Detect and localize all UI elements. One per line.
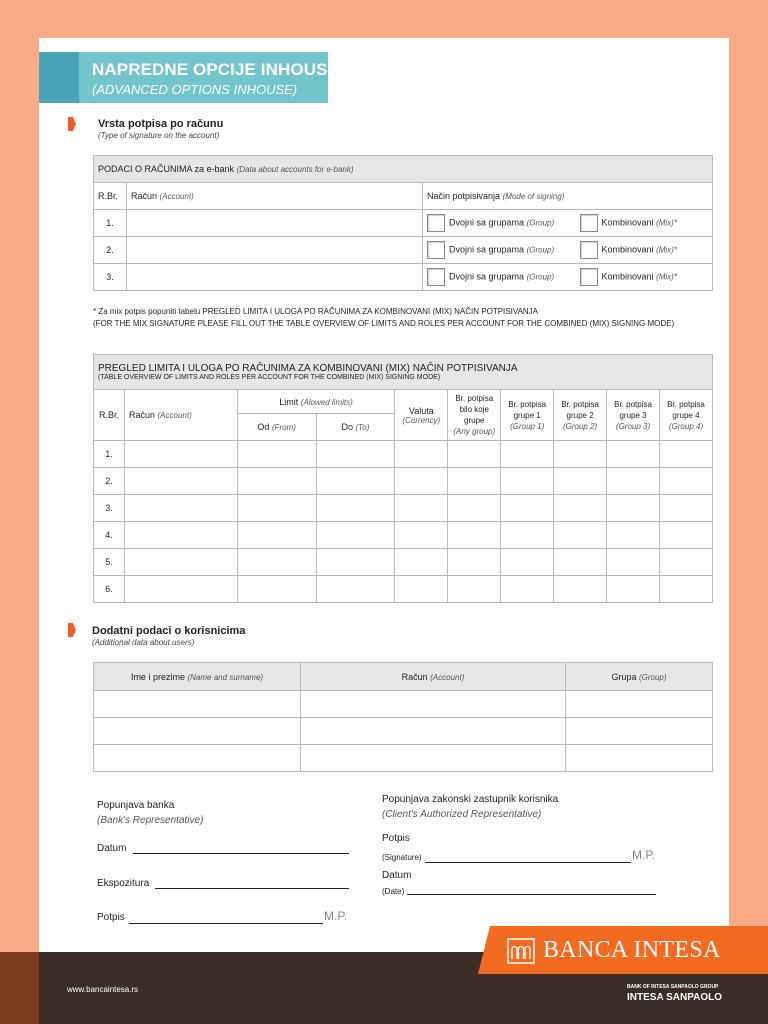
footer-url[interactable]: www.bancaintesa.rs <box>67 985 139 994</box>
header-tab-accent <box>39 52 79 103</box>
limits-cell[interactable] <box>124 495 237 522</box>
accounts-table-caption: PODACI O RAČUNIMA za e-bank (Data about accounts for e-bank) <box>94 156 713 183</box>
limits-cell[interactable] <box>237 468 316 495</box>
account-cell[interactable] <box>127 210 423 237</box>
section-marker-icon <box>68 117 76 131</box>
group-checkbox[interactable] <box>427 268 445 286</box>
limits-cell[interactable] <box>501 549 554 576</box>
limits-cell[interactable] <box>607 549 660 576</box>
col-header-no: R.Br. <box>94 183 127 210</box>
limits-cell[interactable] <box>448 468 501 495</box>
limits-cell[interactable] <box>316 549 395 576</box>
users-table <box>93 662 713 772</box>
mode-cell: Dvojni sa grupama (Group) Kombinovani (Mix)* <box>423 264 713 291</box>
limits-cell[interactable] <box>237 441 316 468</box>
limits-cell[interactable] <box>501 468 554 495</box>
limits-cell[interactable] <box>501 522 554 549</box>
limits-cell[interactable] <box>448 522 501 549</box>
bank-signature-field[interactable] <box>129 923 323 924</box>
limits-cell[interactable] <box>124 549 237 576</box>
bank-block-title: Popunjava banka <box>97 800 175 811</box>
limits-cell[interactable] <box>124 576 237 603</box>
table-row <box>94 441 713 468</box>
limits-cell[interactable] <box>554 522 607 549</box>
col-header-group-2: Br. potpisa grupe 2 (Group 2) <box>554 390 607 441</box>
table-row <box>94 549 713 576</box>
account-cell[interactable] <box>301 745 566 772</box>
mix-checkbox[interactable] <box>580 268 598 286</box>
bank-date-field[interactable] <box>133 853 349 854</box>
limits-cell[interactable] <box>237 549 316 576</box>
limits-cell[interactable] <box>395 441 448 468</box>
account-cell[interactable] <box>127 237 423 264</box>
group-cell[interactable] <box>566 745 713 772</box>
row-number: 5. <box>94 549 125 576</box>
bank-signature-label: Potpis <box>97 912 125 923</box>
footer-accent <box>0 952 39 1024</box>
brand-name: BANCA INTESA <box>543 937 721 963</box>
limits-cell[interactable] <box>501 441 554 468</box>
name-cell[interactable] <box>94 718 301 745</box>
section-title-signature-type: Vrsta potpisa po računu <box>98 118 224 130</box>
account-cell[interactable] <box>301 718 566 745</box>
row-number: 6. <box>94 576 125 603</box>
col-header-currency: Valuta (Currency) <box>395 390 448 441</box>
row-number: 1. <box>94 210 127 237</box>
account-cell[interactable] <box>127 264 423 291</box>
limits-cell[interactable] <box>659 522 712 549</box>
limits-cell[interactable] <box>607 495 660 522</box>
col-header-account: Račun (Account) <box>301 663 566 691</box>
name-cell[interactable] <box>94 691 301 718</box>
limits-cell[interactable] <box>554 549 607 576</box>
form-page <box>39 38 729 952</box>
limits-cell[interactable] <box>659 441 712 468</box>
bank-branch-label: Ekspozitura <box>97 878 150 889</box>
table-row <box>94 576 713 603</box>
limits-cell[interactable] <box>659 549 712 576</box>
limits-cell[interactable] <box>501 495 554 522</box>
section-subtitle-signature-type: (Type of signature on the account) <box>98 131 220 140</box>
mode-cell: Dvojni sa grupama (Group) Kombinovani (Mix)* <box>423 210 713 237</box>
name-cell[interactable] <box>94 745 301 772</box>
page-subtitle: (ADVANCED OPTIONS INHOUSE) <box>92 82 298 97</box>
col-header-group-1: Br. potpisa grupe 1 (Group 1) <box>501 390 554 441</box>
col-header-limit: Limit (Alowed limits) <box>237 390 395 414</box>
section-title-users: Dodatni podaci o korisnicima <box>92 625 246 637</box>
limits-cell[interactable] <box>316 468 395 495</box>
col-header-account: Račun (Account) <box>124 390 237 441</box>
col-header-group: Grupa (Group) <box>566 663 713 691</box>
row-number: 1. <box>94 441 125 468</box>
bank-stamp-mark: M.P. <box>324 909 348 923</box>
table-row <box>94 468 713 495</box>
row-number: 4. <box>94 522 125 549</box>
bank-block-subtitle: (Bank's Representative) <box>97 815 204 826</box>
col-header-mode: Način potpisivanja (Mode of signing) <box>423 183 713 210</box>
table-row <box>94 691 713 718</box>
table-row <box>94 495 713 522</box>
limits-cell[interactable] <box>448 549 501 576</box>
client-block-title: Popunjava zakonski zastupnik korisnika <box>382 794 559 805</box>
group-cell[interactable] <box>566 691 713 718</box>
limits-cell[interactable] <box>395 549 448 576</box>
limits-cell[interactable] <box>124 468 237 495</box>
col-header-to: Do (To) <box>316 414 395 441</box>
client-stamp-mark: M.P. <box>632 848 656 862</box>
client-date-label: Datum <box>382 870 412 881</box>
limits-cell[interactable] <box>659 576 712 603</box>
limits-cell[interactable] <box>554 441 607 468</box>
client-signature-field[interactable] <box>425 862 631 863</box>
limits-cell[interactable] <box>607 441 660 468</box>
bank-branch-field[interactable] <box>155 888 349 889</box>
table-row <box>94 718 713 745</box>
col-header-name: Ime i prezime (Name and surname) <box>94 663 301 691</box>
limits-cell[interactable] <box>554 468 607 495</box>
limits-cell[interactable] <box>607 468 660 495</box>
page-title: NAPREDNE OPCIJE INHOUSE <box>92 60 339 79</box>
col-header-group-3: Br. potpisa grupe 3 (Group 3) <box>607 390 660 441</box>
limits-cell[interactable] <box>124 522 237 549</box>
limits-cell[interactable] <box>237 576 316 603</box>
limits-table-caption: PREGLED LIMITA I ULOGA PO RAČUNIMA ZA KOMBINOVANI (MIX) NAČIN POTPISIVANJA (TABLE OVERVIEW OF LIMITS AND ROLES PER ACCOUNT FOR THE COMBINED (MIX) SIGNING MODE) <box>94 355 713 390</box>
limits-cell[interactable] <box>659 468 712 495</box>
limits-cell[interactable] <box>448 441 501 468</box>
limits-table <box>93 354 713 603</box>
table-row <box>94 210 713 237</box>
client-date-field[interactable] <box>407 894 656 895</box>
mode-cell: Dvojni sa grupama (Group) Kombinovani (Mix)* <box>423 237 713 264</box>
group-text: BANK OF INTESA SANPAOLO GROUP <box>627 984 719 990</box>
row-number: 2. <box>94 237 127 264</box>
bank-date-label: Datum <box>97 843 127 854</box>
table-row <box>94 745 713 772</box>
row-number: 3. <box>94 264 127 291</box>
client-signature-sublabel: (Signature) <box>382 853 422 862</box>
table-row <box>94 522 713 549</box>
limits-cell[interactable] <box>316 441 395 468</box>
limits-cell[interactable] <box>316 522 395 549</box>
row-number: 2. <box>94 468 125 495</box>
section-subtitle-users: (Additional data about users) <box>92 638 195 647</box>
table-row <box>94 264 713 291</box>
limits-cell[interactable] <box>237 495 316 522</box>
col-header-account: Račun (Account) <box>127 183 423 210</box>
limits-cell[interactable] <box>395 576 448 603</box>
limits-cell[interactable] <box>395 468 448 495</box>
limits-cell[interactable] <box>124 441 237 468</box>
client-signature-label: Potpis <box>382 833 410 844</box>
limits-cell[interactable] <box>316 495 395 522</box>
limits-cell[interactable] <box>554 495 607 522</box>
limits-cell[interactable] <box>659 495 712 522</box>
group-checkbox[interactable] <box>427 241 445 259</box>
mix-checkbox[interactable] <box>580 214 598 232</box>
row-number: 3. <box>94 495 125 522</box>
limits-cell[interactable] <box>237 522 316 549</box>
footnote-line1: * Za mix potpis popuniti tabelu PREGLED LIMITA I ULOGA PO RAČUNIMA ZA KOMBINOVANI (MIX) NAČIN POTPISIVANJA <box>93 307 539 316</box>
accounts-table <box>93 155 713 291</box>
group-checkbox[interactable] <box>427 214 445 232</box>
client-date-sublabel: (Date) <box>382 887 405 896</box>
col-header-no: R.Br. <box>94 390 125 441</box>
col-header-any-group: Br. potpisa bilo koje grupe (Any group) <box>448 390 501 441</box>
limits-cell[interactable] <box>554 576 607 603</box>
limits-cell[interactable] <box>607 576 660 603</box>
limits-cell[interactable] <box>316 576 395 603</box>
limits-cell[interactable] <box>448 495 501 522</box>
limits-cell[interactable] <box>607 522 660 549</box>
footnote-line2: (FOR THE MIX SIGNATURE PLEASE FILL OUT THE TABLE OVERVIEW OF LIMITS AND ROLES PER ACCOUNT FOR THE COMBINED (MIX) SIGNING MODE) <box>93 319 675 328</box>
group-cell[interactable] <box>566 718 713 745</box>
section-marker-icon <box>68 623 76 637</box>
col-header-group-4: Br. potpisa grupe 4 (Group 4) <box>659 390 712 441</box>
intesa-sanpaolo-logo: INTESA SANPAOLO <box>627 992 723 1003</box>
account-cell[interactable] <box>301 691 566 718</box>
limits-cell[interactable] <box>448 576 501 603</box>
limits-cell[interactable] <box>395 495 448 522</box>
col-header-from: Od (From) <box>237 414 316 441</box>
client-block-subtitle: (Client's Authorized Representative) <box>382 809 542 820</box>
limits-cell[interactable] <box>395 522 448 549</box>
banca-intesa-logo-icon <box>507 938 535 964</box>
mix-checkbox[interactable] <box>580 241 598 259</box>
limits-cell[interactable] <box>501 576 554 603</box>
table-row <box>94 237 713 264</box>
